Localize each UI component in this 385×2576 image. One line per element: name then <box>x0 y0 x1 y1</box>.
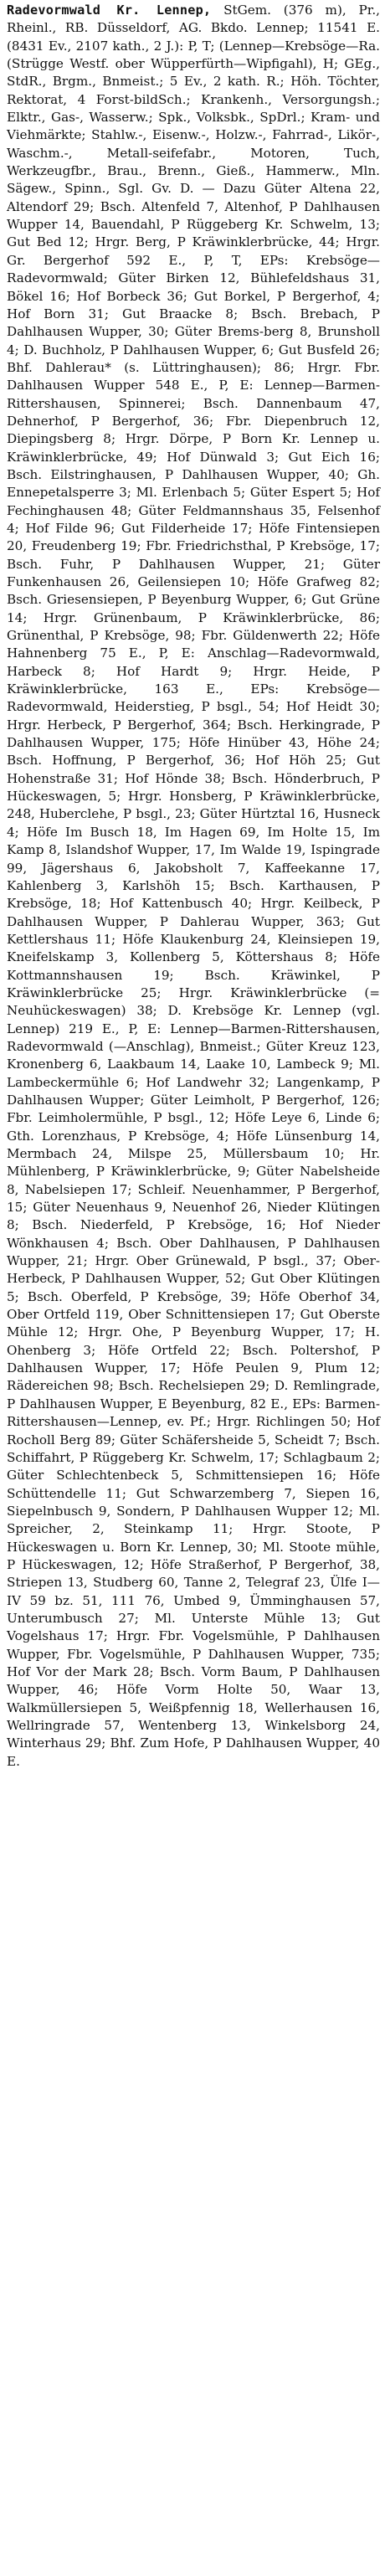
entry-text: StGem. (376 m), Pr., Rheinl., RB. Düsseldorf, AG. Bkdo. Lennep; 11541 E. (8431 Ev., 2107 kath., 2 J.): P, T; (Lennep—Krebsöge—Ra. (Strügge Westf. ober Wüpperfürth—Wipfigahl), H; GEg., StdR., Brgm., Bnmeist.; 5 Ev., 2 kath. R.; Höh. Töchter, Rektorat, 4 Forst-bildSch.; Krankenh., Versorgungsh.; Elktr., Gas-, Wasserw.; Spk., Volksbk., SpDrl.; Kram- und Viehmärkte; Stahlw.-, Eisenw.-, Holzw.-, Fahrrad-, Likör-, Waschm.-, Metall-seifefabr., Motoren, Tuch, Werkzeugfbr., Brau., Brenn., Gieß., Hammerw., Mln. Sägew., Spinn., Sgl. Gv. D. — Dazu Güter Altena 22, Altendorf 29; Bsch. Altenfeld 7, Altenhof, P Dahlhausen Wupper 14, Bauendahl, P Rüggeberg Kr. Schwelm, 13; Gut Bed 12; Hrgr. Berg, P Kräwinklerbrücke, 44; Hrgr. Gr. Bergerhof 592 E., P, T, EPs: Krebsöge—Radevormwald; Güter Birken 12, Bühlefeldshaus 31, Bökel 16; Hof Borbeck 36; Gut Borkel, P Bergerhof, 4; Hof Born 31; Gut Braacke 8; Bsch. Brebach, P Dahlhausen Wupper, 30; Güter Brems-berg 8, Brunsholl 4; D. Buchholz, P Dahlhausen Wupper, 6; Gut Busfeld 26; Bhf. Dahlerau* (s. Lüttringhausen); 86; Hrgr. Fbr. Dahlhausen Wupper 548 E., P, E: Lennep—Barmen-Rittershausen, Spinnerei; Bsch. Dannenbaum 47, Dehnerhof, P Bergerhof, 36; Fbr. Diepenbruch 12, Diepingsberg 8; Hrgr. Dörpe, P Born Kr. Lennep u. Kräwinklerbrücke, 49; Hof Dünwald 3; Gut Eich 16; Bsch. Eilstringhausen, P Dahlhausen Wupper, 40; Gh. Ennepetalsperre 3; Ml. Erlenbach 5; Güter Espert 5; Hof Fechinghausen 48; Güter Feldmannshaus 35, Felsenhof 4; Hof Filde 96; Gut Filderheide 17; Höfe Fintensiepen 20, Freudenberg 19; Fbr. Friedrichsthal, P Krebsöge, 17; Bsch. Fuhr, P Dahlhausen Wupper, 21; Güter Funkenhausen 26, Geilensiepen 10; Höfe Grafweg 82; Bsch. Griesensiepen, P Beyenburg Wupper, 6; Gut Grüne 14; Hrgr. Grünenbaum, P Kräwinklerbrücke, 86; Grünenthal, P Krebsöge, 98; Fbr. Güldenwerth 22; Höfe Hahnenberg 75 E., P, E: Anschlag—Radevormwald, Harbeck 8; Hof Hardt 9; Hrgr. Heide, P Kräwinklerbrücke, 163 E., EPs: Krebsöge—Radevormwald, Heiderstieg, P bsgl., 54; Hof Heidt 30; Hrgr. Herbeck, P Bergerhof, 364; Bsch. Herkingrade, P Dahlhausen Wupper, 175; Höfe Hinüber 43, Höhe 24; Bsch. Hoffnung, P Bergerhof, 36; Hof Höh 25; Gut Hohenstraße 31; Hof Hönde 38; Bsch. Hönderbruch, P Hückeswagen, 5; Hrgr. Honsberg, P Kräwinklerbrücke, 248, Huberclehe, P bsgl., 23; Güter Hürtztal 16, Husneck 4; Höfe Im Busch 18, Im Hagen 69, Im Holte 15, Im Kamp 8, Islandshof Wupper, 17, Im Walde 19, Ispingrade 99, Jägershaus 6, Jakobsholt 7, Kaffeekanne 17, Kahlenberg 3, Karlshöh 15; Bsch. Karthausen, P Krebsöge, 18; Hof Kattenbusch 40; Hrgr. Keilbeck, P Dahlhausen Wupper, P Dahlerau Wupper, 363; Gut Kettlershaus 11; Höfe Klaukenburg 24, Kleinsiepen 19, Kneifelskamp 3, Kollenberg 5, Köttershaus 8; Höfe Kottmannshausen 19; Bsch. Kräwinkel, P Kräwinklerbrücke 25; Hrgr. Kräwinklerbrücke (= Neuhückeswagen) 38; D. Krebsöge Kr. Lennep (vgl. Lennep) 219 E., P, E: Lennep—Barmen-Rittershausen, Radevormwald (—Anschlag), Bnmeist.; Güter Kreuz 123, Kronenberg 6, Laakbaum 14, Laake 10, Lambeck 9; Ml. Lambeckermühle 6; Hof Landwehr 32; Langenkamp, P Dahlhausen Wupper; Güter Leimholt, P Bergerhof, 126; Fbr. Leimholermühle, P bsgl., 12; Höfe Leye 6, Linde 6; Gth. Lorenzhaus, P Krebsöge, 4; Höfe Lünsenburg 14, Mermbach 24, Milspe 25, Müllersbaum 10; Hr. Mühlenberg, P Kräwinklerbrücke, 9; Güter Nabelsheide 8, Nabelsiepen 17; Schleif. Neuenhammer, P Bergerhof, 15; Güter Neuenhaus 9, Neuenhof 26, Nieder Klütingen 8; Bsch. Niederfeld, P Krebsöge, 16; Hof Nieder Wönkhausen 4; Bsch. Ober Dahlhausen, P Dahlhausen Wupper, 21; Hrgr. Ober Grünewald, P bsgl., 37; Ober-Herbeck, P Dahlhausen Wupper, 52; Gut Ober Klütingen 5; Bsch. Oberfeld, P Krebsöge, 39; Höfe Oberhof 34, Ober Ortfeld 119, Ober Schnittensiepen 17; Gut Oberste Mühle 12; Hrgr. Ohe, P Beyenburg Wupper, 17; H. Ohenberg 3; Höfe Ortfeld 22; Bsch. Poltershof, P Dahlhausen Wupper, 17; Höfe Peulen 9, Plum 12; Rädereichen 98; Bsch. Rechelsiepen 29; D. Remlingrade, P Dahlhausen Wupper, E Beyenburg, 82 E., EPs: Barmen-Rittershausen—Lennep, ev. Pf.; Hrgr. Richlingen 50; Hof Rocholl Berg 89; Güter Schäfersheide 5, Scheidt 7; Bsch. Schiffahrt, P Rüggeberg Kr. Schwelm, 17; Schlagbaum 2; Güter Schlechtenbeck 5, Schmittensiepen 16; Höfe Schüttendelle 11; Gut Schwarzemberg 7, Siepen 16, Siepelnbusch 9, Sondern, P Dahlhausen Wupper 12; Ml. Spreicher, 2, Steinkamp 11; Hrgr. Stoote, P Hückeswagen u. Born Kr. Lennep, 30; Ml. Stoote mühle, P Hückeswagen, 12; Höfe Straßerhof, P Bergerhof, 38, Striepen 13, Studberg 60, Tanne 2, Telegraf 23, Ülfe I—IV 59 bz. 51, 111 76, Umbed 9, Ümminghausen 57, Unterumbusch 27; Ml. Unterste Mühle 13; Gut Vogelshaus 17; Hrgr. Fbr. Vogelsmühle, P Dahlhausen Wupper, Fbr. Vogelsmühle, P Dahlhausen Wupper, 735; Hof Vor der Mark 28; Bsch. Vorm Baum, P Dahlhausen Wupper, 46; Höfe Vorm Holte 50, Waar 13, Walkmüllersiepen 5, Weißpfennig 18, Wellerhausen 16, Wellringrade 57, Wentenberg 13, Winkelsborg 24, Winterhaus 29; Bhf. Zum Hofe, P Dahlhausen Wupper, 40 E. <box>7 3 381 1769</box>
gazetteer-entry <box>7 2 380 1771</box>
place-name: Radevormwald Kr. Lennep, <box>7 3 212 18</box>
